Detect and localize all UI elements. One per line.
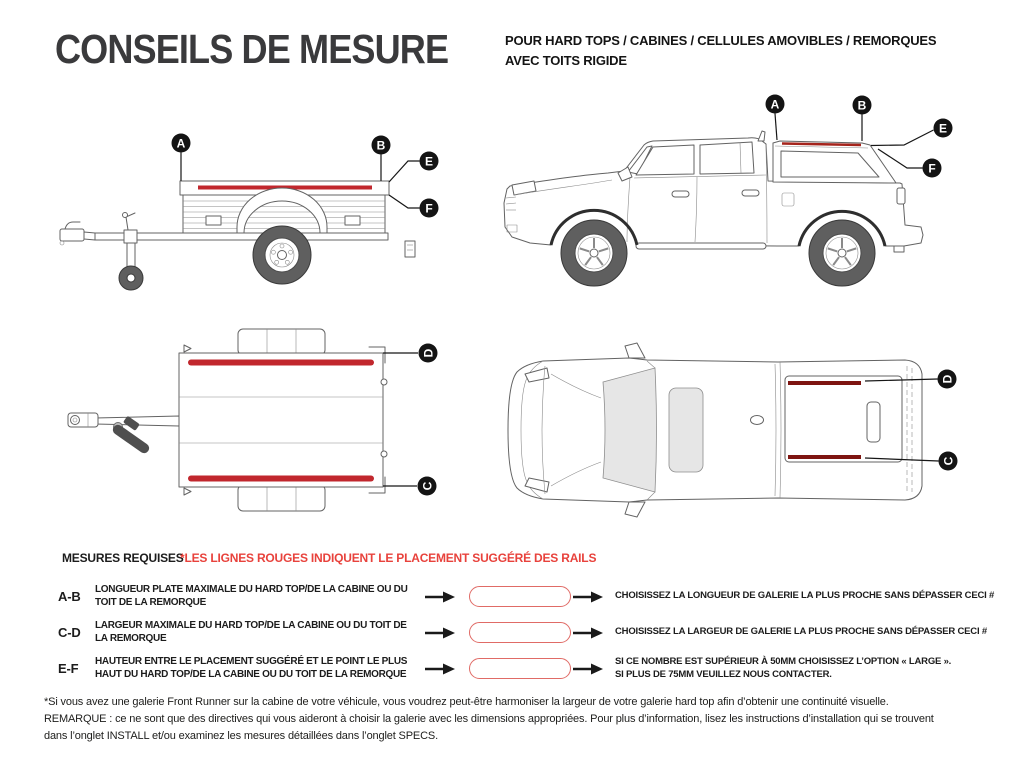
svg-text:B: B: [376, 138, 386, 153]
marker-a: [172, 134, 191, 153]
truck-top-view-diagram: [495, 330, 975, 530]
measurement-blank-field: [469, 658, 571, 679]
front-wheel: [561, 220, 627, 286]
side-mirror: [625, 343, 645, 358]
rails-note: *LES LIGNES ROUGES INDIQUENT LE PLACEMENT SUGGÉRÉ DES RAILS: [180, 551, 597, 565]
svg-text:D: D: [421, 348, 436, 358]
row-label-cd: C-D: [58, 625, 81, 640]
trailer-side-view-diagram: [40, 95, 460, 315]
arrow-right-icon: [573, 591, 603, 603]
marker-d: [938, 370, 957, 389]
row-description-ef: HAUTEUR ENTRE LE PLACEMENT SUGGÉRÉ ET LE POINT LE PLUS HAUT DU HARD TOP/DE LA CABINE OU DU TOIT DE LA REMORQUE: [95, 656, 408, 680]
taillight: [897, 188, 905, 204]
footnote-line: *Si vous avez une galerie Front Runner sur la cabine de votre véhicule, vous voudrez peut-être harmoniser la largeur de votre galerie hard top afin d’obtenir une continuité visuelle.: [44, 696, 889, 708]
svg-text:E: E: [938, 121, 948, 136]
door-handle: [672, 191, 689, 197]
svg-text:B: B: [857, 98, 867, 113]
marker-b: [853, 96, 872, 115]
arrow-right-icon: [425, 663, 455, 675]
svg-text:A: A: [770, 97, 780, 112]
truck-side-view-diagram: [490, 85, 990, 305]
canopy-rear-window: [867, 402, 880, 442]
row-instruction-cd: CHOISISSEZ LA LARGEUR DE GALERIE LA PLUS PROCHE SANS DÉPASSER CECI #: [615, 626, 987, 638]
svg-text:C: C: [941, 456, 956, 466]
roof-antenna: [751, 416, 764, 425]
measurement-blank-field: [469, 586, 571, 607]
running-board: [636, 243, 766, 249]
measurement-rows: [58, 584, 1008, 681]
page-subtitle: [505, 31, 985, 71]
trailer-top-view-diagram: [40, 315, 470, 525]
arrow-right-icon: [573, 627, 603, 639]
trailer-frame-beam: [95, 233, 388, 240]
marker-f: [420, 199, 439, 218]
trailer-fender-bottom: [238, 485, 325, 511]
svg-text:F: F: [425, 201, 433, 216]
measures-heading: MESURES REQUISES: [62, 551, 184, 565]
marker-e: [420, 152, 439, 171]
row-instruction-ab: CHOISISSEZ LA LONGUEUR DE GALERIE LA PLUS PROCHE SANS DÉPASSER CECI #: [615, 590, 995, 602]
page-title: CONSEILS DE MESURE: [55, 26, 449, 72]
row-instruction-ef: SI CE NOMBRE EST SUPÉRIEUR À 50MM CHOISISSEZ L’OPTION « LARGE ». SI PLUS DE 75MM VEUILLEZ NOUS CONTACTER.: [615, 656, 952, 680]
svg-text:E: E: [424, 154, 434, 169]
trailer-fender-top: [238, 329, 325, 355]
door-handle: [742, 190, 759, 196]
windshield-glass: [603, 368, 657, 492]
svg-text:C: C: [420, 481, 435, 491]
suggested-rail-line: [782, 144, 861, 146]
marker-c: [418, 477, 437, 496]
footnote-line: dans l’onglet INSTALL et/ou examinez les mesures détaillées dans l’onglet SPECS.: [44, 730, 438, 743]
sunroof: [669, 388, 703, 472]
marker-b: [372, 136, 391, 155]
row-label-ef: E-F: [58, 661, 79, 676]
trailer-box-top: [179, 353, 383, 487]
row-description-ab: LONGUEUR PLATE MAXIMALE DU HARD TOP/DE LA CABINE OU DU TOIT DE LA REMORQUE: [95, 584, 408, 608]
svg-text:A: A: [176, 136, 186, 151]
roof-antenna: [758, 131, 765, 141]
row-label-ab: A-B: [58, 589, 81, 604]
marker-a: [766, 95, 785, 114]
arrow-right-icon: [425, 591, 455, 603]
page-subtitle-line1: POUR HARD TOPS / CABINES / CELLULES AMOVIBLES / REMORQUES: [505, 33, 937, 48]
rear-wheel: [809, 220, 875, 286]
side-mirror: [625, 502, 645, 517]
arrow-right-icon: [425, 627, 455, 639]
measurement-blank-field: [469, 622, 571, 643]
trailer-hitch-coupler: [60, 229, 84, 241]
footnote-line: REMARQUE : ce ne sont que des directives qui vous aideront à choisir la galerie avec les dimensions appropriées. Pour plus d’information, lisez les instructions d’installation qui se trouvent: [44, 713, 934, 726]
row-description-cd: LARGEUR MAXIMALE DU HARD TOP/DE LA CABINE OU DU TOIT DE LA REMORQUE: [95, 620, 407, 644]
svg-text:D: D: [940, 374, 955, 384]
marker-f: [923, 159, 942, 178]
arrow-right-icon: [573, 663, 603, 675]
page-subtitle-line2: AVEC TOITS RIGIDE: [505, 53, 627, 69]
marker-c: [939, 452, 958, 471]
marker-e: [934, 119, 953, 138]
svg-text:F: F: [928, 161, 936, 176]
marker-d: [419, 344, 438, 363]
footnote: [44, 694, 994, 745]
hard-top-canopy-top: [785, 376, 902, 462]
